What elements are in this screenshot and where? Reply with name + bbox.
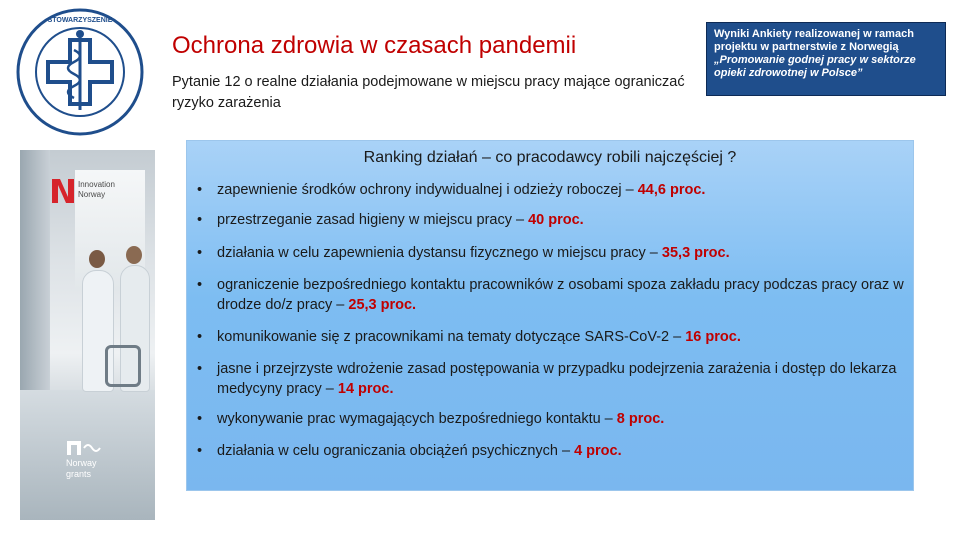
ranking-title: Ranking działań – co pracodawcy robili najczęściej ? bbox=[363, 149, 737, 166]
bullet-icon: • bbox=[197, 329, 203, 345]
ranking-item bbox=[197, 359, 907, 399]
bullet-icon: • bbox=[197, 443, 203, 459]
project-info-line2: „Promowanie godnej pracy w sektorze opieki zdrowotnej w Polsce” bbox=[714, 54, 916, 79]
ranking-item bbox=[197, 409, 907, 429]
ranking-item-text: działania w celu zapewnienia dystansu fizycznego w miejscu pracy – bbox=[217, 245, 662, 261]
project-info-box bbox=[706, 22, 946, 96]
association-logo bbox=[14, 6, 146, 138]
ranking-item-text: ograniczenie bezpośredniego kontaktu pracowników z osobami spoza zakładu pracy podczas pracy oraz w drodze do/z pracy – bbox=[217, 277, 904, 313]
ranking-item bbox=[197, 243, 907, 263]
ranking-item-percent: 4 proc. bbox=[574, 443, 622, 459]
norway-grants-label: Norway grants bbox=[66, 458, 97, 479]
bullet-icon: • bbox=[197, 182, 203, 198]
side-photo-banner bbox=[20, 150, 155, 520]
ranking-item-percent: 14 proc. bbox=[337, 381, 394, 397]
ranking-item bbox=[197, 180, 907, 200]
ranking-item bbox=[197, 275, 907, 315]
bullet-icon: • bbox=[197, 245, 203, 261]
ranking-item-percent: 44,6 proc. bbox=[637, 182, 706, 198]
bullet-icon: • bbox=[197, 411, 203, 427]
ranking-item-text: przestrzeganie zasad higieny w miejscu pracy – bbox=[217, 212, 529, 228]
bullet-icon: • bbox=[197, 277, 203, 293]
page-subtitle: Pytanie 12 o realne działania podejmowane w miejscu pracy mające ograniczać ryzyko zarażenia bbox=[172, 74, 685, 111]
ranking-item-percent: 16 proc. bbox=[685, 329, 741, 345]
ranking-item-text: działania w celu ograniczania obciążeń psychicznych – bbox=[217, 443, 575, 459]
ranking-item-text: komunikowanie się z pracownikami na tematy dotyczące SARS-CoV-2 – bbox=[217, 329, 686, 345]
ranking-item bbox=[197, 327, 907, 347]
norway-grants-logo-icon bbox=[66, 438, 106, 456]
ranking-item-text: zapewnienie środków ochrony indywidualnej i odzieży roboczej – bbox=[217, 182, 638, 198]
ranking-item-text: wykonywanie prac wymagających bezpośredniego kontaktu – bbox=[217, 411, 617, 427]
nurse-head bbox=[89, 250, 105, 268]
wheelchair-icon bbox=[105, 345, 141, 387]
innovation-norway-label: Innovation Norway bbox=[78, 180, 115, 199]
svg-text:STOWARZYSZENIE: STOWARZYSZENIE bbox=[47, 17, 113, 24]
ranking-item bbox=[197, 210, 907, 230]
ranking-box bbox=[186, 140, 914, 491]
bullet-icon: • bbox=[197, 361, 203, 377]
page-title: Ochrona zdrowia w czasach pandemii bbox=[172, 32, 577, 59]
ranking-item-percent: 25,3 proc. bbox=[348, 297, 417, 313]
ranking-item-percent: 40 proc. bbox=[528, 212, 584, 228]
ranking-item-text: jasne i przejrzyste wdrożenie zasad postępowania w przypadku podejrzenia zarażenia i dostęp do lekarza medycyny pracy – bbox=[217, 361, 897, 397]
ranking-item-percent: 8 proc. bbox=[616, 411, 665, 427]
bullet-icon: • bbox=[197, 212, 203, 228]
ranking-item bbox=[197, 441, 907, 461]
ranking-list bbox=[187, 141, 915, 492]
project-info-line1: Wyniki Ankiety realizowanej w ramach projektu w partnerstwie z Norwegią bbox=[714, 28, 914, 53]
patient-head bbox=[126, 246, 142, 264]
ranking-item-percent: 35,3 proc. bbox=[661, 245, 730, 261]
